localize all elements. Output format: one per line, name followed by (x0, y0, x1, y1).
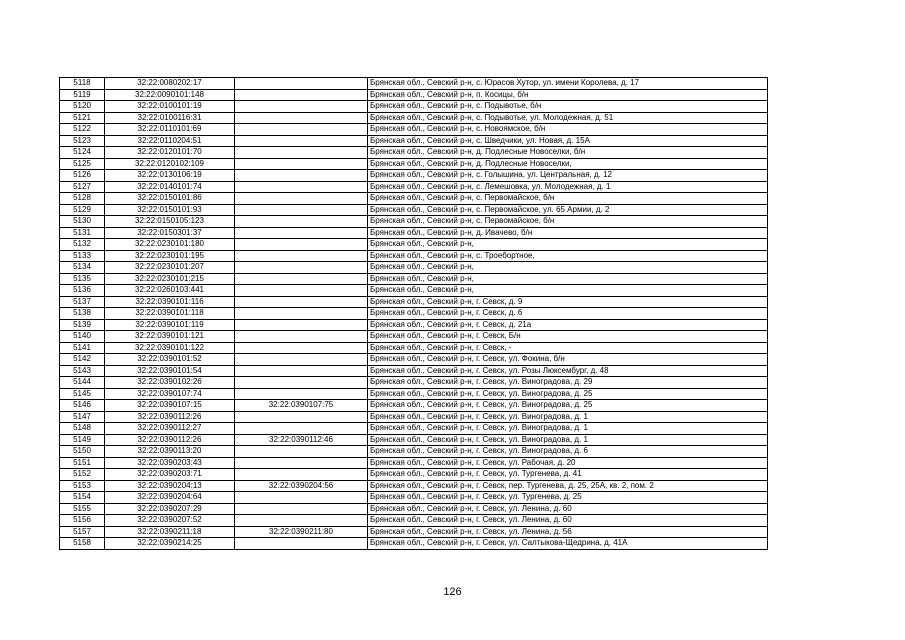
cadastral-number-cell: 32:22:0130106:19 (105, 170, 235, 182)
cadastral-number-cell: 32:22:0390101:121 (105, 331, 235, 343)
address-cell: Брянская обл., Севский р-н, г. Севск, ул. Виноградова, д. 1 (368, 434, 768, 446)
row-number-cell: 5148 (60, 423, 105, 435)
cadastral-number-cell: 32:22:0230101:195 (105, 250, 235, 262)
table-row (60, 239, 768, 251)
address-cell: Брянская обл., Севский р-н, с. Голышина, ул. Центральная, д. 12 (368, 170, 768, 182)
table-row (60, 377, 768, 389)
cadastral-number-cell: 32:22:0390112:26 (105, 411, 235, 423)
cadastral-number-cell: 32:22:0390101:119 (105, 319, 235, 331)
cadastral-number-cell: 32:22:0120102:109 (105, 158, 235, 170)
row-number-cell: 5127 (60, 181, 105, 193)
cadastral-number-cell: 32:22:0110204:51 (105, 135, 235, 147)
table-row (60, 526, 768, 538)
related-cadastral-number-cell (235, 147, 368, 159)
table-row (60, 78, 768, 90)
page-number: 126 (443, 586, 462, 598)
related-cadastral-number-cell (235, 204, 368, 216)
address-cell: Брянская обл., Севский р-н, г. Севск, д. 21а (368, 319, 768, 331)
table-row (60, 423, 768, 435)
related-cadastral-number-cell (235, 262, 368, 274)
row-number-cell: 5145 (60, 388, 105, 400)
table-row (60, 250, 768, 262)
table-row (60, 124, 768, 136)
cadastral-number-cell: 32:22:0150301:37 (105, 227, 235, 239)
related-cadastral-number-cell (235, 193, 368, 205)
related-cadastral-number-cell (235, 423, 368, 435)
table-row (60, 515, 768, 527)
row-number-cell: 5140 (60, 331, 105, 343)
table-row (60, 457, 768, 469)
table-row (60, 342, 768, 354)
address-cell: Брянская обл., Севский р-н, (368, 285, 768, 297)
cadastral-number-cell: 32:22:0390203:43 (105, 457, 235, 469)
related-cadastral-number-cell (235, 239, 368, 251)
table-row (60, 331, 768, 343)
table-row (60, 158, 768, 170)
cadastral-number-cell: 32:22:0100116:31 (105, 112, 235, 124)
row-number-cell: 5130 (60, 216, 105, 228)
related-cadastral-number-cell (235, 319, 368, 331)
cadastral-number-cell: 32:22:0390112:27 (105, 423, 235, 435)
related-cadastral-number-cell (235, 273, 368, 285)
row-number-cell: 5119 (60, 89, 105, 101)
table-row (60, 135, 768, 147)
cadastral-number-cell: 32:22:0230101:215 (105, 273, 235, 285)
cadastral-number-cell: 32:22:0390214:25 (105, 538, 235, 550)
table-row (60, 319, 768, 331)
address-cell: Брянская обл., Севский р-н, г. Севск, ул. Ленина, д. 60 (368, 515, 768, 527)
row-number-cell: 5128 (60, 193, 105, 205)
table-row (60, 503, 768, 515)
row-number-cell: 5131 (60, 227, 105, 239)
address-cell: Брянская обл., Севский р-н, г. Севск, - (368, 342, 768, 354)
table-row (60, 112, 768, 124)
row-number-cell: 5152 (60, 469, 105, 481)
related-cadastral-number-cell (235, 296, 368, 308)
table-row (60, 365, 768, 377)
row-number-cell: 5158 (60, 538, 105, 550)
table-row (60, 285, 768, 297)
address-cell: Брянская обл., Севский р-н, п. Косицы, б/н (368, 89, 768, 101)
table-row (60, 434, 768, 446)
related-cadastral-number-cell (235, 170, 368, 182)
address-cell: Брянская обл., Севский р-н, г. Севск, ул. Тургенева, д. 41 (368, 469, 768, 481)
cadastral-number-cell: 32:22:0100101:19 (105, 101, 235, 113)
table-row (60, 170, 768, 182)
cadastral-number-cell: 32:22:0390101:122 (105, 342, 235, 354)
cadastral-number-cell: 32:22:0140101:74 (105, 181, 235, 193)
cadastral-number-cell: 32:22:0390207:52 (105, 515, 235, 527)
table-row (60, 101, 768, 113)
row-number-cell: 5143 (60, 365, 105, 377)
related-cadastral-number-cell (235, 446, 368, 458)
address-cell: Брянская обл., Севский р-н, г. Севск, ул. Виноградова, д. 29 (368, 377, 768, 389)
table-row (60, 273, 768, 285)
row-number-cell: 5134 (60, 262, 105, 274)
cadastral-number-cell: 32:22:0390204:64 (105, 492, 235, 504)
cadastral-number-cell: 32:22:0230101:207 (105, 262, 235, 274)
address-cell: Брянская обл., Севский р-н, с. Юрасов Хутор, ул. имени Королева, д. 17 (368, 78, 768, 90)
row-number-cell: 5135 (60, 273, 105, 285)
address-cell: Брянская обл., Севский р-н, г. Севск, д. 6 (368, 308, 768, 320)
cadastral-number-cell: 32:22:0390204:13 (105, 480, 235, 492)
cadastral-number-cell: 32:22:0230101:180 (105, 239, 235, 251)
address-cell: Брянская обл., Севский р-н, г. Севск, Б/н (368, 331, 768, 343)
cadastral-number-cell: 32:22:0390101:52 (105, 354, 235, 366)
address-cell: Брянская обл., Севский р-н, г. Севск, ул. Рабочая, д. 20 (368, 457, 768, 469)
row-number-cell: 5122 (60, 124, 105, 136)
cadastral-number-cell: 32:22:0390113:20 (105, 446, 235, 458)
row-number-cell: 5123 (60, 135, 105, 147)
related-cadastral-number-cell (235, 342, 368, 354)
related-cadastral-number-cell (235, 503, 368, 515)
related-cadastral-number-cell (235, 331, 368, 343)
address-cell: Брянская обл., Севский р-н, г. Севск, ул. Виноградова, д. 25 (368, 400, 768, 412)
address-cell: Брянская обл., Севский р-н, (368, 239, 768, 251)
related-cadastral-number-cell (235, 377, 368, 389)
related-cadastral-number-cell (235, 538, 368, 550)
related-cadastral-number-cell (235, 89, 368, 101)
related-cadastral-number-cell: 32:22:0390107:75 (235, 400, 368, 412)
row-number-cell: 5133 (60, 250, 105, 262)
address-cell: Брянская обл., Севский р-н, с. Подывотье, б/н (368, 101, 768, 113)
address-cell: Брянская обл., Севский р-н, г. Севск, ул. Виноградова, д. 1 (368, 411, 768, 423)
address-cell: Брянская обл., Севский р-н, д. Ивачево, б/н (368, 227, 768, 239)
row-number-cell: 5154 (60, 492, 105, 504)
table-row (60, 227, 768, 239)
related-cadastral-number-cell (235, 365, 368, 377)
address-cell: Брянская обл., Севский р-н, г. Севск, ул. Розы Люксембург, д. 48 (368, 365, 768, 377)
row-number-cell: 5126 (60, 170, 105, 182)
related-cadastral-number-cell (235, 515, 368, 527)
related-cadastral-number-cell (235, 285, 368, 297)
related-cadastral-number-cell: 32:22:0390211:80 (235, 526, 368, 538)
row-number-cell: 5118 (60, 78, 105, 90)
registry-table (59, 77, 768, 550)
address-cell: Брянская обл., Севский р-н, с. Троебортное, (368, 250, 768, 262)
related-cadastral-number-cell (235, 216, 368, 228)
cadastral-number-cell: 32:22:0390101:54 (105, 365, 235, 377)
related-cadastral-number-cell (235, 411, 368, 423)
table-row (60, 388, 768, 400)
address-cell: Брянская обл., Севский р-н, г. Севск, ул. Виноградова, д. 25 (368, 388, 768, 400)
cadastral-number-cell: 32:22:0390112:26 (105, 434, 235, 446)
related-cadastral-number-cell (235, 227, 368, 239)
related-cadastral-number-cell: 32:22:0390112:46 (235, 434, 368, 446)
address-cell: Брянская обл., Севский р-н, с. Первомайское, б/н (368, 216, 768, 228)
table-row (60, 492, 768, 504)
row-number-cell: 5144 (60, 377, 105, 389)
related-cadastral-number-cell (235, 457, 368, 469)
related-cadastral-number-cell (235, 469, 368, 481)
related-cadastral-number-cell (235, 78, 368, 90)
row-number-cell: 5141 (60, 342, 105, 354)
address-cell: Брянская обл., Севский р-н, с. Первомайское, б/н (368, 193, 768, 205)
address-cell: Брянская обл., Севский р-н, (368, 262, 768, 274)
row-number-cell: 5124 (60, 147, 105, 159)
row-number-cell: 5132 (60, 239, 105, 251)
table-row (60, 181, 768, 193)
registry-table-body (60, 78, 768, 550)
table-row (60, 296, 768, 308)
cadastral-number-cell: 32:22:0260103:441 (105, 285, 235, 297)
table-row (60, 469, 768, 481)
row-number-cell: 5129 (60, 204, 105, 216)
address-cell: Брянская обл., Севский р-н, (368, 273, 768, 285)
address-cell: Брянская обл., Севский р-н, г. Севск, пер. Тургенева, д. 25, 25А, кв. 2, пом. 2 (368, 480, 768, 492)
related-cadastral-number-cell (235, 388, 368, 400)
related-cadastral-number-cell (235, 135, 368, 147)
cadastral-number-cell: 32:22:0390101:118 (105, 308, 235, 320)
row-number-cell: 5157 (60, 526, 105, 538)
cadastral-number-cell: 32:22:0150101:93 (105, 204, 235, 216)
related-cadastral-number-cell (235, 250, 368, 262)
cadastral-number-cell: 32:22:0150101:86 (105, 193, 235, 205)
table-row (60, 400, 768, 412)
table-row (60, 446, 768, 458)
address-cell: Брянская обл., Севский р-н, с. Подывотье, ул. Молодежная, д. 51 (368, 112, 768, 124)
table-row (60, 538, 768, 550)
row-number-cell: 5150 (60, 446, 105, 458)
related-cadastral-number-cell (235, 492, 368, 504)
address-cell: Брянская обл., Севский р-н, г. Севск, ул. Виноградова, д. 1 (368, 423, 768, 435)
cadastral-number-cell: 32:22:0120101:70 (105, 147, 235, 159)
related-cadastral-number-cell: 32:22:0390204:56 (235, 480, 368, 492)
table-row (60, 147, 768, 159)
address-cell: Брянская обл., Севский р-н, г. Севск, ул. Ленина, д. 60 (368, 503, 768, 515)
row-number-cell: 5138 (60, 308, 105, 320)
row-number-cell: 5137 (60, 296, 105, 308)
table-row (60, 216, 768, 228)
address-cell: Брянская обл., Севский р-н, г. Севск, ул. Салтыкова-Щедрина, д. 41А (368, 538, 768, 550)
row-number-cell: 5139 (60, 319, 105, 331)
related-cadastral-number-cell (235, 112, 368, 124)
row-number-cell: 5142 (60, 354, 105, 366)
cadastral-number-cell: 32:22:0390107:15 (105, 400, 235, 412)
table-row (60, 204, 768, 216)
cadastral-number-cell: 32:22:0390203:71 (105, 469, 235, 481)
address-cell: Брянская обл., Севский р-н, г. Севск, ул. Фокина, б/н (368, 354, 768, 366)
cadastral-number-cell: 32:22:0390207:29 (105, 503, 235, 515)
row-number-cell: 5153 (60, 480, 105, 492)
row-number-cell: 5151 (60, 457, 105, 469)
address-cell: Брянская обл., Севский р-н, с. Лемешовка, ул. Молодежная, д. 1 (368, 181, 768, 193)
row-number-cell: 5149 (60, 434, 105, 446)
cadastral-number-cell: 32:22:0390211:18 (105, 526, 235, 538)
related-cadastral-number-cell (235, 158, 368, 170)
cadastral-number-cell: 32:22:0390102:26 (105, 377, 235, 389)
row-number-cell: 5147 (60, 411, 105, 423)
related-cadastral-number-cell (235, 354, 368, 366)
address-cell: Брянская обл., Севский р-н, с. Новоямское, б/н (368, 124, 768, 136)
table-row (60, 262, 768, 274)
table-row (60, 193, 768, 205)
related-cadastral-number-cell (235, 181, 368, 193)
table-row (60, 308, 768, 320)
row-number-cell: 5155 (60, 503, 105, 515)
row-number-cell: 5125 (60, 158, 105, 170)
related-cadastral-number-cell (235, 308, 368, 320)
address-cell: Брянская обл., Севский р-н, г. Севск, ул. Виноградова, д. 6 (368, 446, 768, 458)
table-row (60, 89, 768, 101)
address-cell: Брянская обл., Севский р-н, с. Первомайское, ул. 65 Армии, д. 2 (368, 204, 768, 216)
cadastral-number-cell: 32:22:0390101:116 (105, 296, 235, 308)
row-number-cell: 5156 (60, 515, 105, 527)
cadastral-number-cell: 32:22:0150105:123 (105, 216, 235, 228)
row-number-cell: 5146 (60, 400, 105, 412)
address-cell: Брянская обл., Севский р-н, г. Севск, ул. Тургенева, д. 25 (368, 492, 768, 504)
cadastral-number-cell: 32:22:0390107:74 (105, 388, 235, 400)
table-row (60, 354, 768, 366)
row-number-cell: 5136 (60, 285, 105, 297)
related-cadastral-number-cell (235, 124, 368, 136)
row-number-cell: 5121 (60, 112, 105, 124)
address-cell: Брянская обл., Севский р-н, с. Шведчики, ул. Новая, д. 15А (368, 135, 768, 147)
address-cell: Брянская обл., Севский р-н, д. Подлесные Новоселки, (368, 158, 768, 170)
row-number-cell: 5120 (60, 101, 105, 113)
related-cadastral-number-cell (235, 101, 368, 113)
cadastral-number-cell: 32:22:0090101:148 (105, 89, 235, 101)
cadastral-number-cell: 32:22:0080202:17 (105, 78, 235, 90)
address-cell: Брянская обл., Севский р-н, г. Севск, д. 9 (368, 296, 768, 308)
cadastral-number-cell: 32:22:0110101:69 (105, 124, 235, 136)
table-row (60, 411, 768, 423)
address-cell: Брянская обл., Севский р-н, д. Подлесные Новоселки, б/н (368, 147, 768, 159)
table-row (60, 480, 768, 492)
address-cell: Брянская обл., Севский р-н, г. Севск, ул. Ленина, д. 56 (368, 526, 768, 538)
